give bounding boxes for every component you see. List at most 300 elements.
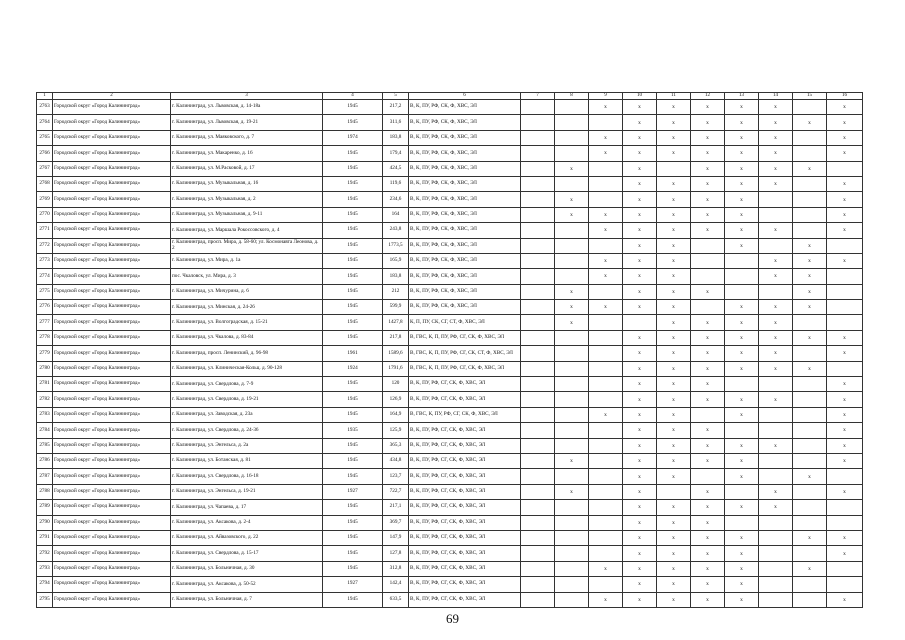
row-number-cell: 2792 — [37, 546, 53, 561]
mark-cell: x — [691, 484, 725, 499]
mark-cell — [555, 407, 589, 422]
mark-cell: x — [555, 484, 589, 499]
mark-cell — [725, 423, 759, 438]
mark-cell: x — [657, 407, 691, 422]
mark-cell: x — [725, 100, 759, 115]
mark-cell: x — [725, 469, 759, 484]
works-cell: В, К, ПУ, РФ, СГ, СК, Ф, ХВС, ЭЛ — [409, 392, 521, 407]
address-cell: г. Калининград, ул. Львовская, д. 14-18а — [171, 100, 323, 115]
mark-cell: x — [589, 561, 623, 576]
column-number-cell: 12 — [691, 93, 725, 100]
mark-cell: x — [555, 161, 589, 176]
owner-cell: Городской округ «Город Калининград» — [53, 176, 171, 191]
column-number-cell: 6 — [409, 93, 521, 100]
mark-cell — [521, 423, 555, 438]
mark-cell: x — [759, 361, 793, 376]
year-cell: 1945 — [323, 300, 383, 315]
row-number-cell: 2779 — [37, 346, 53, 361]
mark-cell: x — [623, 130, 657, 145]
mark-cell — [691, 469, 725, 484]
works-cell: В, К, ПУ, РФ, СГ, СК, Ф, ХВС, ЭЛ — [409, 515, 521, 530]
mark-cell — [589, 500, 623, 515]
owner-cell: Городской округ «Город Калининград» — [53, 346, 171, 361]
mark-cell: x — [589, 592, 623, 607]
mark-cell — [555, 546, 589, 561]
mark-cell: x — [691, 207, 725, 222]
mark-cell: x — [759, 146, 793, 161]
mark-cell: x — [691, 577, 725, 592]
mark-cell — [759, 530, 793, 545]
table-row — [37, 392, 863, 407]
mark-cell — [555, 592, 589, 607]
owner-cell: Городской округ «Город Калининград» — [53, 392, 171, 407]
area-cell: 165,9 — [383, 253, 409, 268]
mark-cell — [555, 561, 589, 576]
row-number-cell: 2790 — [37, 515, 53, 530]
mark-cell: x — [623, 453, 657, 468]
mark-cell — [555, 115, 589, 130]
mark-cell — [555, 469, 589, 484]
table-row — [37, 361, 863, 376]
address-cell: г. Калининград, ул. Свердлова, д. 24-36 — [171, 423, 323, 438]
row-number-cell: 2775 — [37, 284, 53, 299]
mark-cell — [521, 530, 555, 545]
row-number-cell: 2788 — [37, 484, 53, 499]
table-row — [37, 561, 863, 576]
works-cell: В, К, ПУ, РФ, СК, Ф, ХВС, ЭЛ — [409, 253, 521, 268]
mark-cell — [827, 500, 863, 515]
mark-cell: x — [827, 330, 863, 345]
works-cell: В, К, ПУ, РФ, СГ, СК, Ф, ХВС, ЭЛ — [409, 469, 521, 484]
column-number-cell: 9 — [589, 93, 623, 100]
mark-cell — [759, 423, 793, 438]
row-number-cell: 2778 — [37, 330, 53, 345]
mark-cell: x — [657, 592, 691, 607]
mark-cell: x — [555, 453, 589, 468]
mark-cell: x — [725, 161, 759, 176]
works-cell: В, ГВС, К, П, ПУ, РФ, СГ, СК, Ф, ХВС, ЭЛ — [409, 330, 521, 345]
mark-cell — [793, 146, 827, 161]
mark-cell: x — [589, 130, 623, 145]
mark-cell: x — [793, 300, 827, 315]
address-cell: г. Калининград, ул. Волгоградская, д. 15-21 — [171, 315, 323, 330]
mark-cell — [521, 500, 555, 515]
row-number-cell: 2794 — [37, 577, 53, 592]
address-cell: г. Калининград, просп. Мира, д. 58-60; ул. Космонавта Леонова, д. 2 — [171, 238, 323, 253]
mark-cell — [555, 330, 589, 345]
mark-cell — [555, 146, 589, 161]
mark-cell: x — [691, 453, 725, 468]
mark-cell: x — [827, 392, 863, 407]
mark-cell — [725, 484, 759, 499]
mark-cell — [521, 407, 555, 422]
year-cell: 1945 — [323, 100, 383, 115]
row-number-cell: 2791 — [37, 530, 53, 545]
mark-cell — [589, 192, 623, 207]
mark-cell: x — [725, 223, 759, 238]
mark-cell: x — [759, 300, 793, 315]
table-row — [37, 530, 863, 545]
mark-cell: x — [623, 284, 657, 299]
mark-cell — [759, 192, 793, 207]
mark-cell — [521, 207, 555, 222]
address-cell: г. Калининград, ул. Музыкальная, д. 2 — [171, 192, 323, 207]
mark-cell: x — [725, 346, 759, 361]
mark-cell — [793, 500, 827, 515]
address-cell: г. Калининград, ул. Больничная, д. 7 — [171, 592, 323, 607]
area-cell: 183,8 — [383, 269, 409, 284]
mark-cell: x — [623, 207, 657, 222]
table-row — [37, 284, 863, 299]
table-row — [37, 546, 863, 561]
table-row — [37, 423, 863, 438]
area-cell: 1589,6 — [383, 346, 409, 361]
mark-cell: x — [589, 223, 623, 238]
mark-cell — [521, 284, 555, 299]
mark-cell: x — [657, 130, 691, 145]
mark-cell — [589, 577, 623, 592]
area-cell: 633,5 — [383, 592, 409, 607]
mark-cell — [555, 423, 589, 438]
mark-cell — [793, 207, 827, 222]
mark-cell — [793, 592, 827, 607]
mark-cell: x — [623, 577, 657, 592]
mark-cell — [589, 453, 623, 468]
mark-cell — [759, 592, 793, 607]
mark-cell: x — [793, 361, 827, 376]
mark-cell: x — [691, 546, 725, 561]
mark-cell: x — [623, 253, 657, 268]
mark-cell: x — [793, 253, 827, 268]
row-number-cell: 2769 — [37, 192, 53, 207]
mark-cell — [827, 577, 863, 592]
mark-cell: x — [623, 300, 657, 315]
mark-cell — [589, 161, 623, 176]
area-cell: 212 — [383, 284, 409, 299]
table-row — [37, 161, 863, 176]
owner-cell: Городской округ «Город Калининград» — [53, 484, 171, 499]
mark-cell: x — [827, 592, 863, 607]
mark-cell — [589, 284, 623, 299]
mark-cell — [691, 300, 725, 315]
mark-cell: x — [725, 546, 759, 561]
mark-cell: x — [691, 100, 725, 115]
owner-cell: Городской округ «Город Калининград» — [53, 300, 171, 315]
mark-cell — [555, 530, 589, 545]
mark-cell: x — [657, 192, 691, 207]
owner-cell: Городской округ «Город Калининград» — [53, 500, 171, 515]
area-cell: 164 — [383, 207, 409, 222]
address-cell: г. Калининград, ул. М.Расковой, д. 17 — [171, 161, 323, 176]
row-number-cell: 2770 — [37, 207, 53, 222]
mark-cell — [521, 315, 555, 330]
mark-cell — [691, 253, 725, 268]
mark-cell — [759, 238, 793, 253]
row-number-cell: 2781 — [37, 377, 53, 392]
mark-cell: x — [623, 500, 657, 515]
mark-cell: x — [725, 330, 759, 345]
mark-cell: x — [691, 161, 725, 176]
mark-cell — [793, 392, 827, 407]
address-cell: г. Калининград, ул. Энгельса, д. 2а — [171, 438, 323, 453]
owner-cell: Городской округ «Город Калининград» — [53, 269, 171, 284]
year-cell: 1945 — [323, 500, 383, 515]
year-cell: 1945 — [323, 515, 383, 530]
mark-cell: x — [725, 407, 759, 422]
mark-cell — [521, 253, 555, 268]
mark-cell: x — [827, 130, 863, 145]
mark-cell: x — [827, 207, 863, 222]
works-cell: В, К, ПУ, РФ, СГ, СК, Ф, ХВС, ЭЛ — [409, 377, 521, 392]
area-cell: 217,2 — [383, 100, 409, 115]
mark-cell: x — [623, 530, 657, 545]
table-row — [37, 115, 863, 130]
area-cell: 312,8 — [383, 561, 409, 576]
year-cell: 1974 — [323, 130, 383, 145]
address-cell: г. Калининград, ул. Ботанская, д. 81 — [171, 453, 323, 468]
mark-cell — [521, 330, 555, 345]
works-cell: В, ГВС, К, П, ПУ, РФ, СГ, СК, СТ, Ф, ХВС, ЭЛ — [409, 346, 521, 361]
mark-cell: x — [827, 176, 863, 191]
mark-cell: x — [657, 253, 691, 268]
address-cell: г. Калининград, ул. Чкалова, д. 83-84 — [171, 330, 323, 345]
address-cell: г. Калининград, ул. Мира, д. 1а — [171, 253, 323, 268]
works-cell: В, К, ПУ, РФ, СГ, СК, Ф, ХВС, ЭЛ — [409, 577, 521, 592]
mark-cell — [759, 407, 793, 422]
mark-cell: x — [725, 115, 759, 130]
table-row — [37, 238, 863, 253]
mark-cell: x — [827, 115, 863, 130]
works-cell: В, К, ПУ, РФ, СК, Ф, ХВС, ЭЛ — [409, 300, 521, 315]
mark-cell: x — [589, 300, 623, 315]
mark-cell — [725, 253, 759, 268]
column-number-cell: 14 — [759, 93, 793, 100]
mark-cell: x — [657, 115, 691, 130]
mark-cell — [793, 484, 827, 499]
mark-cell — [521, 392, 555, 407]
mark-cell — [555, 577, 589, 592]
mark-cell: x — [691, 592, 725, 607]
mark-cell: x — [555, 284, 589, 299]
table-row — [37, 300, 863, 315]
row-number-cell: 2786 — [37, 453, 53, 468]
works-cell: В, К, ПУ, РФ, СК, Ф, ХВС, ЭЛ — [409, 100, 521, 115]
mark-cell: x — [759, 392, 793, 407]
area-cell: 1791,6 — [383, 361, 409, 376]
mark-cell — [589, 515, 623, 530]
mark-cell: x — [759, 438, 793, 453]
mark-cell — [521, 546, 555, 561]
owner-cell: Городской округ «Город Калининград» — [53, 530, 171, 545]
mark-cell — [555, 130, 589, 145]
owner-cell: Городской округ «Город Калининград» — [53, 130, 171, 145]
works-cell: В, К, ПУ, РФ, СГ, СК, Ф, ХВС, ЭЛ — [409, 423, 521, 438]
year-cell: 1945 — [323, 330, 383, 345]
owner-cell: Городской округ «Город Калининград» — [53, 284, 171, 299]
mark-cell — [793, 315, 827, 330]
mark-cell — [589, 530, 623, 545]
mark-cell: x — [691, 377, 725, 392]
mark-cell: x — [657, 238, 691, 253]
mark-cell: x — [827, 423, 863, 438]
mark-cell — [725, 377, 759, 392]
column-number-cell: 4 — [323, 93, 383, 100]
mark-cell: x — [725, 577, 759, 592]
table-row — [37, 330, 863, 345]
area-cell: 183,8 — [383, 130, 409, 145]
mark-cell — [589, 438, 623, 453]
owner-cell: Городской округ «Город Калининград» — [53, 453, 171, 468]
mark-cell: x — [759, 315, 793, 330]
mark-cell — [759, 453, 793, 468]
mark-cell: x — [759, 223, 793, 238]
works-cell: В, К, ПУ, РФ, СК, Ф, ХВС, ЭЛ — [409, 269, 521, 284]
mark-cell: x — [691, 192, 725, 207]
mark-cell — [521, 561, 555, 576]
address-cell: г. Калининград, ул. Энгельса, д. 19-21 — [171, 484, 323, 499]
mark-cell: x — [793, 469, 827, 484]
mark-cell: x — [725, 130, 759, 145]
mark-cell — [589, 546, 623, 561]
mark-cell: x — [691, 146, 725, 161]
mark-cell: x — [691, 315, 725, 330]
mark-cell: x — [759, 176, 793, 191]
mark-cell: x — [623, 115, 657, 130]
year-cell: 1945 — [323, 192, 383, 207]
year-cell: 1927 — [323, 484, 383, 499]
column-number-cell: 15 — [793, 93, 827, 100]
mark-cell: x — [623, 176, 657, 191]
area-cell: 147,9 — [383, 530, 409, 545]
mark-cell: x — [657, 207, 691, 222]
mark-cell — [589, 377, 623, 392]
mark-cell — [827, 315, 863, 330]
mark-cell: x — [691, 346, 725, 361]
mark-cell — [725, 515, 759, 530]
mark-cell: x — [759, 484, 793, 499]
column-number-cell: 3 — [171, 93, 323, 100]
area-cell: 424,5 — [383, 161, 409, 176]
mark-cell: x — [759, 346, 793, 361]
owner-cell: Городской округ «Город Калининград» — [53, 377, 171, 392]
mark-cell: x — [657, 269, 691, 284]
mark-cell: x — [691, 561, 725, 576]
mark-cell — [793, 546, 827, 561]
works-cell: В, К, ПУ, РФ, СК, Ф, ХВС, ЭЛ — [409, 192, 521, 207]
area-cell: 369,7 — [383, 515, 409, 530]
mark-cell — [691, 407, 725, 422]
mark-cell: x — [691, 223, 725, 238]
works-cell: В, ГВС, К, ПУ, РФ, СГ, СК, Ф, ХВС, ЭЛ — [409, 407, 521, 422]
address-cell: г. Калининград, ул. Айвазовского, д. 22 — [171, 530, 323, 545]
mark-cell: x — [827, 407, 863, 422]
table-row — [37, 469, 863, 484]
row-number-cell: 2763 — [37, 100, 53, 115]
mark-cell — [521, 377, 555, 392]
mark-cell — [589, 330, 623, 345]
mark-cell — [827, 269, 863, 284]
mark-cell: x — [623, 407, 657, 422]
owner-cell: Городской округ «Город Калининград» — [53, 469, 171, 484]
mark-cell: x — [657, 515, 691, 530]
works-cell: В, К, ПУ, РФ, СК, Ф, ХВС, ЭЛ — [409, 238, 521, 253]
mark-cell: x — [759, 330, 793, 345]
year-cell: 1945 — [323, 546, 383, 561]
mark-cell: x — [623, 438, 657, 453]
mark-cell — [555, 515, 589, 530]
mark-cell — [555, 223, 589, 238]
address-cell: г. Калининград, ул. Чапаева, д. 17 — [171, 500, 323, 515]
mark-cell — [793, 176, 827, 191]
mark-cell — [521, 484, 555, 499]
address-cell: г. Калининград, ул. Свердлова, д. 7-9 — [171, 377, 323, 392]
mark-cell — [555, 269, 589, 284]
table-row — [37, 577, 863, 592]
owner-cell: Городской округ «Город Калининград» — [53, 100, 171, 115]
mark-cell — [725, 269, 759, 284]
mark-cell — [521, 300, 555, 315]
year-cell: 1945 — [323, 407, 383, 422]
mark-cell: x — [657, 577, 691, 592]
mark-cell: x — [623, 469, 657, 484]
area-cell: 365,3 — [383, 438, 409, 453]
mark-cell — [793, 223, 827, 238]
owner-cell: Городской округ «Город Калининград» — [53, 361, 171, 376]
table-row — [37, 207, 863, 222]
owner-cell: Городской округ «Город Калининград» — [53, 115, 171, 130]
mark-cell: x — [725, 592, 759, 607]
mark-cell: x — [793, 238, 827, 253]
works-cell: В, ГВС, К, П, ПУ, РФ, СГ, СК, Ф, ХВС, ЭЛ — [409, 361, 521, 376]
year-cell: 1945 — [323, 115, 383, 130]
mark-cell: x — [691, 330, 725, 345]
mark-cell — [521, 346, 555, 361]
mark-cell: x — [623, 592, 657, 607]
mark-cell: x — [623, 269, 657, 284]
mark-cell: x — [725, 192, 759, 207]
table-row — [37, 346, 863, 361]
mark-cell — [759, 207, 793, 222]
mark-cell — [657, 161, 691, 176]
owner-cell: Городской округ «Город Калининград» — [53, 515, 171, 530]
column-number-cell: 2 — [53, 93, 171, 100]
area-cell: 123,7 — [383, 469, 409, 484]
address-cell: г. Калининград, ул. Маршала Рокоссовского, д. 4 — [171, 223, 323, 238]
row-number-cell: 2789 — [37, 500, 53, 515]
table-row — [37, 100, 863, 115]
registry-table — [36, 92, 863, 608]
mark-cell — [827, 284, 863, 299]
year-cell: 1945 — [323, 453, 383, 468]
mark-cell: x — [623, 484, 657, 499]
column-number-cell: 16 — [827, 93, 863, 100]
mark-cell — [521, 269, 555, 284]
mark-cell: x — [657, 146, 691, 161]
area-cell: 127,8 — [383, 546, 409, 561]
owner-cell: Городской округ «Город Калининград» — [53, 561, 171, 576]
mark-cell: x — [657, 377, 691, 392]
year-cell: 1945 — [323, 469, 383, 484]
mark-cell: x — [691, 176, 725, 191]
table-row — [37, 438, 863, 453]
mark-cell — [623, 315, 657, 330]
mark-cell — [555, 438, 589, 453]
row-number-cell: 2795 — [37, 592, 53, 607]
mark-cell: x — [623, 161, 657, 176]
owner-cell: Городской округ «Город Калининград» — [53, 330, 171, 345]
address-cell: г. Калининград, просп. Ленинский, д. 96-98 — [171, 346, 323, 361]
mark-cell — [555, 500, 589, 515]
